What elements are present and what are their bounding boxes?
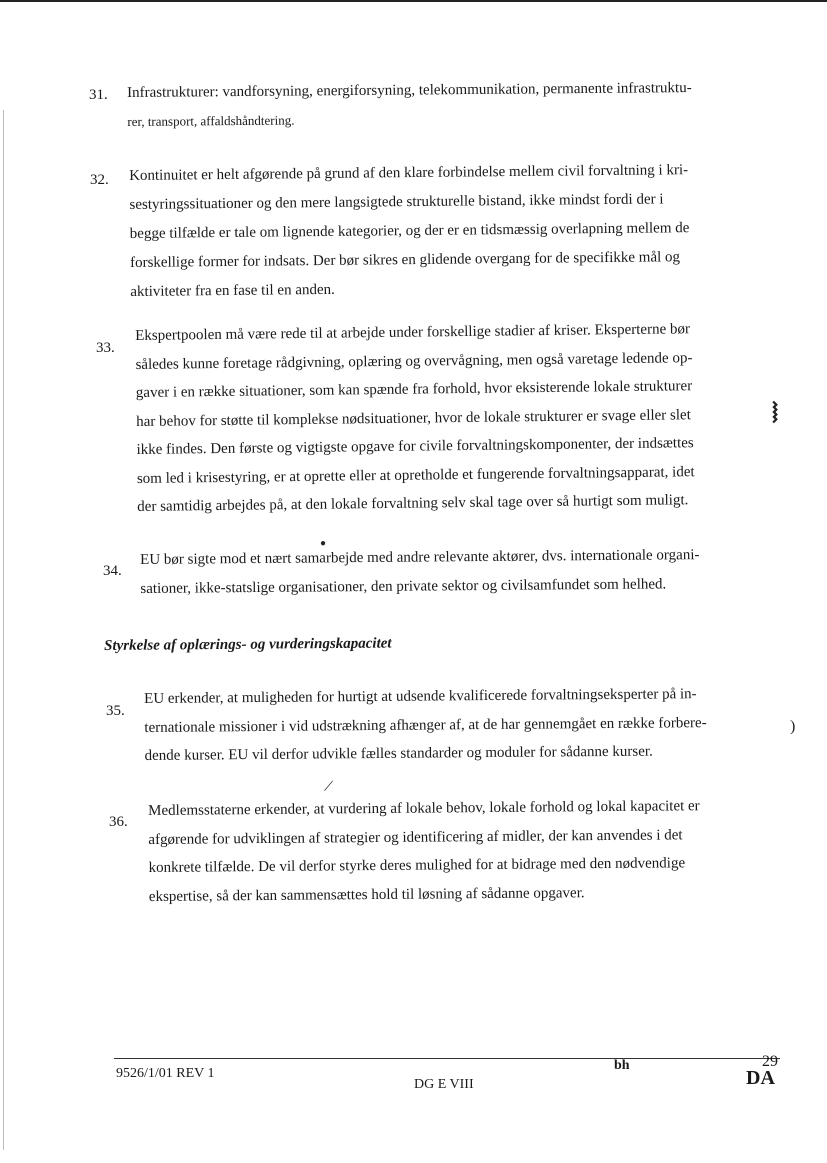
paragraph-32 (129, 156, 690, 307)
paragraph-line: der samtidig arbejdes på, at den lokale forvaltning selv skal tage over så hurtigt som muligt. (137, 492, 689, 515)
paragraph-line: som led i krisestyring, er at oprette eller at opretholde et fungerende forvaltningsapparat, idet (136, 463, 695, 487)
scan-mark-stroke: | (322, 778, 335, 793)
paragraph-line: konkrete tilfælde. De vil derfor styrke deres mulighed for at bidrage med den nødvendige (148, 855, 686, 876)
paragraph-number: 32. (90, 172, 109, 188)
scan-mark-dot: ● (320, 538, 327, 549)
paragraph-35 (144, 680, 707, 770)
paragraph-line: aktiviteter fra en fase til en anden. (130, 281, 335, 300)
footer-page-number: 29 (762, 1053, 778, 1070)
paragraph-line: Medlemsstaterne erkender, at vurdering af lokale behov, lokale forhold og lokal kapacitet er (148, 798, 700, 819)
paragraph-line: således kunne foretage rådgivning, oplæring og overvågning, men også varetage ledende op- (135, 349, 693, 373)
paragraph-line: Ekspertpoolen må være rede til at arbejde under forskellige stadier af kriser. Eksperterne bør (135, 321, 691, 344)
paragraph-line: rer, transport, affaldshåndtering. (127, 112, 295, 129)
paragraph-33 (135, 315, 695, 521)
paragraph-number: 36. (109, 814, 128, 830)
top-border (0, 0, 827, 2)
paragraph-34 (140, 541, 700, 603)
footer-directorate: DG E VIII (414, 1077, 474, 1092)
scan-mark-bracket: ⧘ (772, 396, 779, 429)
paragraph-line: begge tilfælde er tale om lignende kategorier, og der er en tidsmæssig overlapning mellem de (129, 220, 690, 242)
paragraph-line: ekspertise, så der kan sammensættes hold til løsning af sådanne opgaver. (148, 884, 585, 905)
paragraph-line: ternationale missioner i vid udstrækning afhænger af, at de har gennemgået en række forbere- (144, 714, 707, 736)
scan-mark-paren: ) (790, 718, 796, 735)
footer-doc-ref: 9526/1/01 REV 1 (116, 1066, 215, 1081)
paragraph-line: EU erkender, at muligheden for hurtigt at udsende kvalificerede forvaltningseksperter på in- (144, 686, 697, 707)
paragraph-line: EU bør sigte mod et nært samarbejde med andre relevante aktører, dvs. internationale organi- (140, 547, 700, 568)
paragraph-number: 33. (96, 340, 115, 356)
paragraph-line: afgørende for udviklingen af strategier og identificering af midler, der kan anvendes i det (148, 826, 683, 848)
footer-language-code: DA (746, 1067, 775, 1089)
paragraph-line: forskellige former for indsats. Der bør sikres en glidende overgang for de specifikke mål og (129, 249, 681, 271)
paragraph-line: Kontinuitet er helt afgørende på grund af den klare forbindelse mellem civil forvaltning i kri- (129, 162, 689, 184)
paragraph-number: 31. (89, 87, 108, 103)
paragraph-line: har behov for støtte til komplekse nødsituationer, hvor de lokale strukturer er svage eller slet (136, 406, 691, 430)
paragraph-line: gaver i en række situationer, som kan spænde fra forhold, hvor eksisterende lokale strukturer (135, 378, 693, 401)
paragraph-line: sationer, ikke-statslige organisationer, den private sektor og civilsamfundet som helhed. (140, 575, 667, 597)
footer-initials: bh (614, 1058, 630, 1073)
paragraph-line: ikke findes. Den første og vigtigste opgave for civile forvaltningskomponenter, der indsættes (136, 435, 694, 458)
paragraph-line: dende kurser. EU vil derfor udvikle fælles standarder og moduler for sådanne kurser. (144, 743, 653, 764)
footer-rule (114, 1058, 780, 1059)
paragraph-line: sestyringssituationer og den mere langsigtede strukturelle bistand, ikke mindst fordi der i (129, 191, 664, 213)
paragraph-number: 34. (103, 563, 122, 579)
paragraph-36 (148, 792, 701, 911)
paragraph-line: Infrastrukturer: vandforsyning, energiforsyning, telekommunikation, permanente infrastruktu- (127, 80, 692, 101)
section-heading: Styrkelse af oplærings- og vurderingskapacitet (104, 635, 392, 654)
paragraph-number: 35. (106, 703, 125, 719)
scan-edge (3, 110, 4, 1150)
paragraph-31 (127, 74, 692, 136)
